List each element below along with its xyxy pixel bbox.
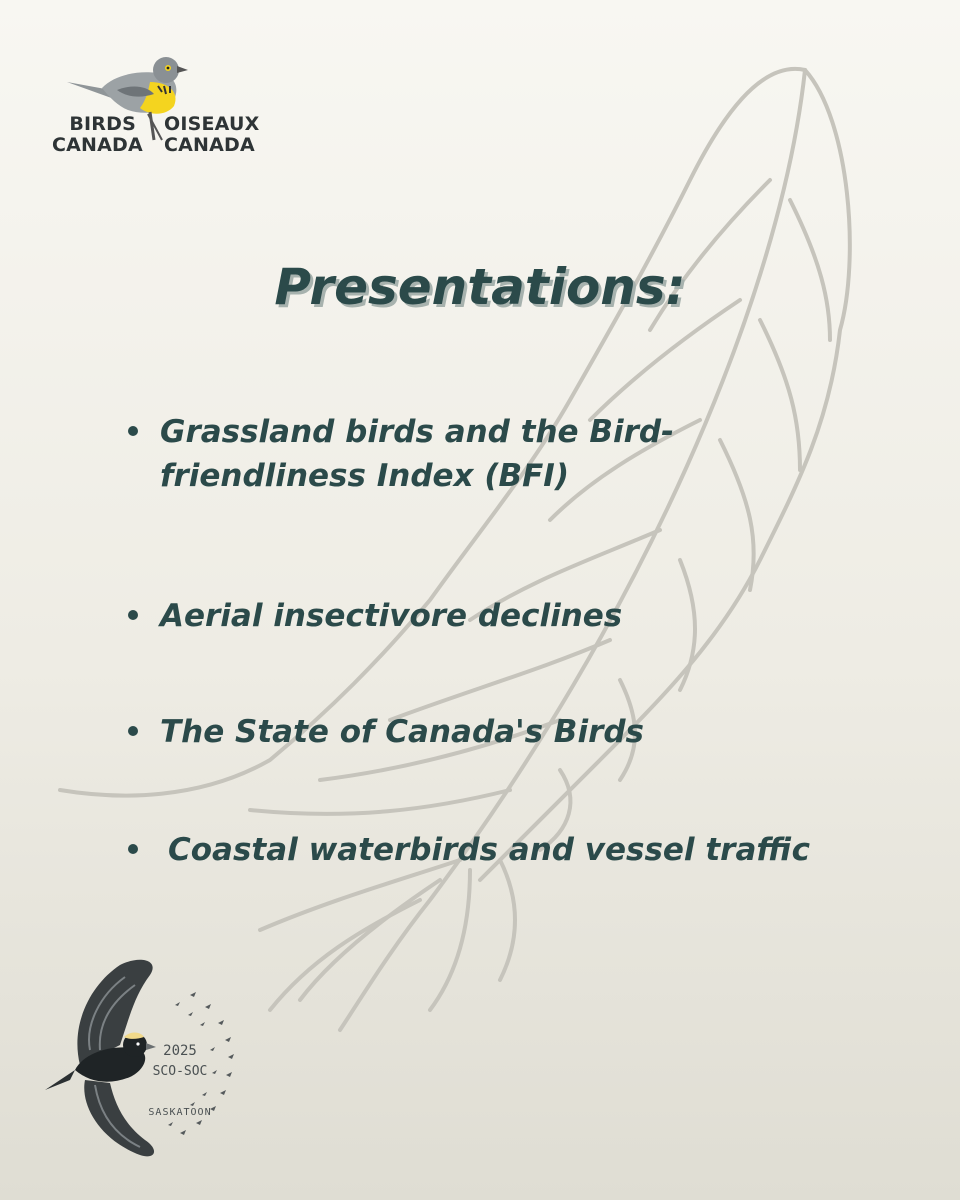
page-title: Presentations:: [274, 258, 686, 316]
logo-text-french: [164, 114, 264, 156]
list-item-line: The State of Canada's Birds: [160, 714, 644, 750]
list-item: [128, 410, 918, 498]
list-item: [128, 828, 918, 872]
logo-fr-line1: OISEAUX: [164, 113, 260, 135]
bullet-dot: [128, 426, 138, 436]
list-item-line: Coastal waterbirds and vessel traffic: [168, 832, 811, 868]
logo-en-line1: BIRDS: [69, 113, 136, 135]
list-item-line: Grassland birds and the Bird-: [160, 414, 674, 450]
bullet-dot: [128, 844, 138, 854]
logo-text-english: [52, 113, 143, 156]
bullet-dot: [128, 726, 138, 736]
list-item: [128, 594, 918, 638]
logo-en-line2: CANADA: [52, 134, 143, 156]
badge-city: SASKATOON: [148, 1107, 212, 1118]
list-item-line: friendliness Index (BFI): [160, 458, 570, 494]
birds-canada-logo: [50, 52, 265, 167]
list-item-line: Aerial insectivore declines: [160, 598, 623, 634]
bobolink-icon: [45, 960, 156, 1157]
bullet-dot: [128, 610, 138, 620]
badge-org: SCO-SOC: [152, 1064, 208, 1079]
conference-badge: [40, 955, 250, 1165]
logo-fr-line2: CANADA: [164, 134, 255, 156]
badge-year: 2025: [163, 1043, 197, 1059]
list-item: [128, 710, 918, 754]
